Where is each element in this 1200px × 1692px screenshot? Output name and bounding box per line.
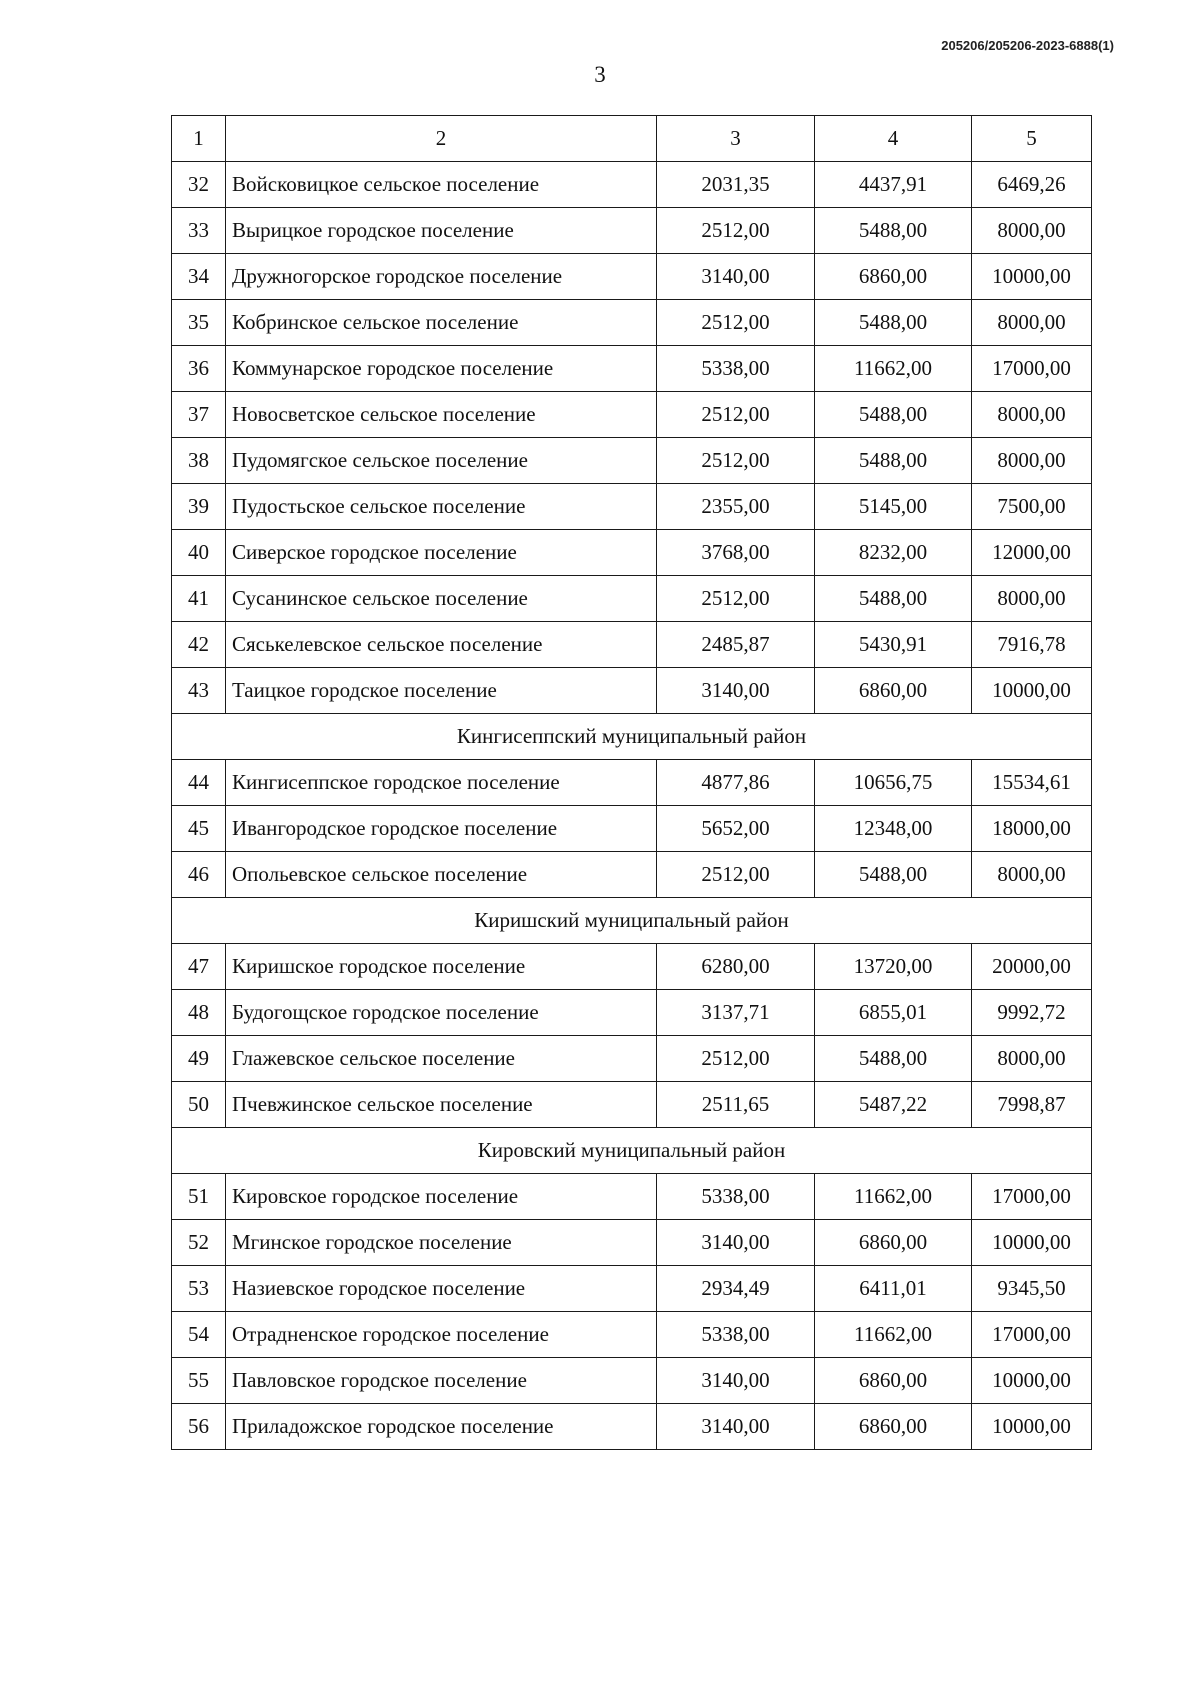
value-col-3: 2512,00 (657, 438, 815, 484)
district-header-row (172, 1128, 1092, 1174)
value-col-3: 2031,35 (657, 162, 815, 208)
row-number: 53 (172, 1266, 226, 1312)
value-col-5: 10000,00 (972, 1404, 1092, 1450)
settlement-name: Таицкое городское поселение (226, 668, 657, 714)
settlement-name: Дружногорское городское поселение (226, 254, 657, 300)
table-row (172, 208, 1092, 254)
table-body (172, 116, 1092, 1450)
settlements-table (171, 115, 1092, 1450)
table-row (172, 1358, 1092, 1404)
row-number: 34 (172, 254, 226, 300)
table-header-row (172, 116, 1092, 162)
value-col-4: 11662,00 (815, 1174, 972, 1220)
settlement-name: Ивангородское городское поселение (226, 806, 657, 852)
table-row (172, 1404, 1092, 1450)
value-col-3: 5652,00 (657, 806, 815, 852)
row-number: 36 (172, 346, 226, 392)
settlement-name: Отрадненское городское поселение (226, 1312, 657, 1358)
table-row (172, 392, 1092, 438)
value-col-5: 6469,26 (972, 162, 1092, 208)
value-col-4: 6860,00 (815, 1358, 972, 1404)
value-col-5: 17000,00 (972, 346, 1092, 392)
value-col-5: 7998,87 (972, 1082, 1092, 1128)
value-col-4: 5487,22 (815, 1082, 972, 1128)
table-row (172, 760, 1092, 806)
settlement-name: Пудомягское сельское поселение (226, 438, 657, 484)
value-col-3: 3140,00 (657, 1220, 815, 1266)
value-col-5: 15534,61 (972, 760, 1092, 806)
value-col-5: 17000,00 (972, 1312, 1092, 1358)
value-col-5: 8000,00 (972, 438, 1092, 484)
column-header: 3 (657, 116, 815, 162)
table-row (172, 806, 1092, 852)
row-number: 56 (172, 1404, 226, 1450)
table-row (172, 484, 1092, 530)
settlement-name: Пчевжинское сельское поселение (226, 1082, 657, 1128)
row-number: 46 (172, 852, 226, 898)
value-col-4: 5488,00 (815, 1036, 972, 1082)
value-col-3: 2512,00 (657, 208, 815, 254)
row-number: 43 (172, 668, 226, 714)
table-row (172, 944, 1092, 990)
row-number: 54 (172, 1312, 226, 1358)
district-title: Киришский муниципальный район (172, 898, 1092, 944)
column-header: 1 (172, 116, 226, 162)
value-col-3: 3140,00 (657, 1358, 815, 1404)
row-number: 38 (172, 438, 226, 484)
table-row (172, 1266, 1092, 1312)
row-number: 55 (172, 1358, 226, 1404)
table-row (172, 530, 1092, 576)
value-col-4: 5145,00 (815, 484, 972, 530)
row-number: 32 (172, 162, 226, 208)
value-col-5: 9345,50 (972, 1266, 1092, 1312)
value-col-5: 7500,00 (972, 484, 1092, 530)
value-col-4: 13720,00 (815, 944, 972, 990)
row-number: 45 (172, 806, 226, 852)
row-number: 35 (172, 300, 226, 346)
document-id: 205206/205206-2023-6888(1) (941, 38, 1114, 53)
settlement-name: Войсковицкое сельское поселение (226, 162, 657, 208)
row-number: 37 (172, 392, 226, 438)
value-col-3: 2355,00 (657, 484, 815, 530)
settlement-name: Сяськелевское сельское поселение (226, 622, 657, 668)
table-row (172, 438, 1092, 484)
value-col-5: 20000,00 (972, 944, 1092, 990)
table-row (172, 1312, 1092, 1358)
settlement-name: Новосветское сельское поселение (226, 392, 657, 438)
value-col-4: 6860,00 (815, 1404, 972, 1450)
settlement-name: Будогощское городское поселение (226, 990, 657, 1036)
settlement-name: Сиверское городское поселение (226, 530, 657, 576)
row-number: 33 (172, 208, 226, 254)
value-col-4: 11662,00 (815, 346, 972, 392)
value-col-3: 2512,00 (657, 576, 815, 622)
value-col-3: 5338,00 (657, 1174, 815, 1220)
value-col-5: 8000,00 (972, 392, 1092, 438)
settlement-name: Киришское городское поселение (226, 944, 657, 990)
value-col-4: 5430,91 (815, 622, 972, 668)
row-number: 52 (172, 1220, 226, 1266)
value-col-4: 6860,00 (815, 254, 972, 300)
value-col-5: 8000,00 (972, 852, 1092, 898)
row-number: 50 (172, 1082, 226, 1128)
value-col-4: 5488,00 (815, 576, 972, 622)
value-col-4: 5488,00 (815, 300, 972, 346)
value-col-5: 10000,00 (972, 1358, 1092, 1404)
table-row (172, 1082, 1092, 1128)
value-col-5: 10000,00 (972, 668, 1092, 714)
value-col-3: 5338,00 (657, 1312, 815, 1358)
settlement-name: Кобринское сельское поселение (226, 300, 657, 346)
row-number: 48 (172, 990, 226, 1036)
table-row (172, 622, 1092, 668)
settlement-name: Кировское городское поселение (226, 1174, 657, 1220)
settlement-name: Вырицкое городское поселение (226, 208, 657, 254)
value-col-3: 6280,00 (657, 944, 815, 990)
settlement-name: Опольевское сельское поселение (226, 852, 657, 898)
settlement-name: Глажевское сельское поселение (226, 1036, 657, 1082)
table-row (172, 1174, 1092, 1220)
row-number: 44 (172, 760, 226, 806)
row-number: 41 (172, 576, 226, 622)
value-col-3: 3140,00 (657, 254, 815, 300)
settlement-name: Кингисеппское городское поселение (226, 760, 657, 806)
value-col-4: 5488,00 (815, 852, 972, 898)
row-number: 47 (172, 944, 226, 990)
value-col-3: 4877,86 (657, 760, 815, 806)
table-row (172, 576, 1092, 622)
value-col-5: 10000,00 (972, 1220, 1092, 1266)
table-row (172, 990, 1092, 1036)
settlement-name: Приладожское городское поселение (226, 1404, 657, 1450)
value-col-5: 8000,00 (972, 300, 1092, 346)
value-col-4: 10656,75 (815, 760, 972, 806)
column-header: 5 (972, 116, 1092, 162)
table-row (172, 254, 1092, 300)
row-number: 49 (172, 1036, 226, 1082)
value-col-4: 5488,00 (815, 392, 972, 438)
settlement-name: Павловское городское поселение (226, 1358, 657, 1404)
value-col-3: 3140,00 (657, 1404, 815, 1450)
value-col-5: 9992,72 (972, 990, 1092, 1036)
value-col-4: 6860,00 (815, 1220, 972, 1266)
value-col-3: 3137,71 (657, 990, 815, 1036)
value-col-5: 18000,00 (972, 806, 1092, 852)
table-row (172, 300, 1092, 346)
value-col-3: 2512,00 (657, 1036, 815, 1082)
value-col-4: 12348,00 (815, 806, 972, 852)
value-col-4: 4437,91 (815, 162, 972, 208)
value-col-5: 17000,00 (972, 1174, 1092, 1220)
value-col-4: 6411,01 (815, 1266, 972, 1312)
value-col-4: 11662,00 (815, 1312, 972, 1358)
value-col-3: 2512,00 (657, 300, 815, 346)
value-col-3: 2934,49 (657, 1266, 815, 1312)
table-row (172, 852, 1092, 898)
row-number: 42 (172, 622, 226, 668)
table-row (172, 162, 1092, 208)
settlement-name: Сусанинское сельское поселение (226, 576, 657, 622)
value-col-4: 5488,00 (815, 208, 972, 254)
row-number: 39 (172, 484, 226, 530)
district-title: Кингисеппский муниципальный район (172, 714, 1092, 760)
district-title: Кировский муниципальный район (172, 1128, 1092, 1174)
row-number: 51 (172, 1174, 226, 1220)
value-col-3: 5338,00 (657, 346, 815, 392)
column-header: 4 (815, 116, 972, 162)
value-col-4: 6860,00 (815, 668, 972, 714)
row-number: 40 (172, 530, 226, 576)
value-col-5: 8000,00 (972, 208, 1092, 254)
table-row (172, 668, 1092, 714)
table-row (172, 1036, 1092, 1082)
settlement-name: Назиевское городское поселение (226, 1266, 657, 1312)
settlement-name: Пудостьское сельское поселение (226, 484, 657, 530)
value-col-5: 10000,00 (972, 254, 1092, 300)
value-col-5: 12000,00 (972, 530, 1092, 576)
value-col-3: 2512,00 (657, 852, 815, 898)
value-col-3: 3768,00 (657, 530, 815, 576)
column-header: 2 (226, 116, 657, 162)
value-col-3: 2485,87 (657, 622, 815, 668)
district-header-row (172, 898, 1092, 944)
value-col-3: 2512,00 (657, 392, 815, 438)
value-col-5: 8000,00 (972, 1036, 1092, 1082)
value-col-3: 3140,00 (657, 668, 815, 714)
page-number: 3 (594, 62, 606, 87)
settlement-name: Коммунарское городское поселение (226, 346, 657, 392)
value-col-3: 2511,65 (657, 1082, 815, 1128)
value-col-4: 5488,00 (815, 438, 972, 484)
district-header-row (172, 714, 1092, 760)
value-col-4: 8232,00 (815, 530, 972, 576)
settlement-name: Мгинское городское поселение (226, 1220, 657, 1266)
value-col-5: 8000,00 (972, 576, 1092, 622)
value-col-5: 7916,78 (972, 622, 1092, 668)
value-col-4: 6855,01 (815, 990, 972, 1036)
table-row (172, 346, 1092, 392)
table-row (172, 1220, 1092, 1266)
